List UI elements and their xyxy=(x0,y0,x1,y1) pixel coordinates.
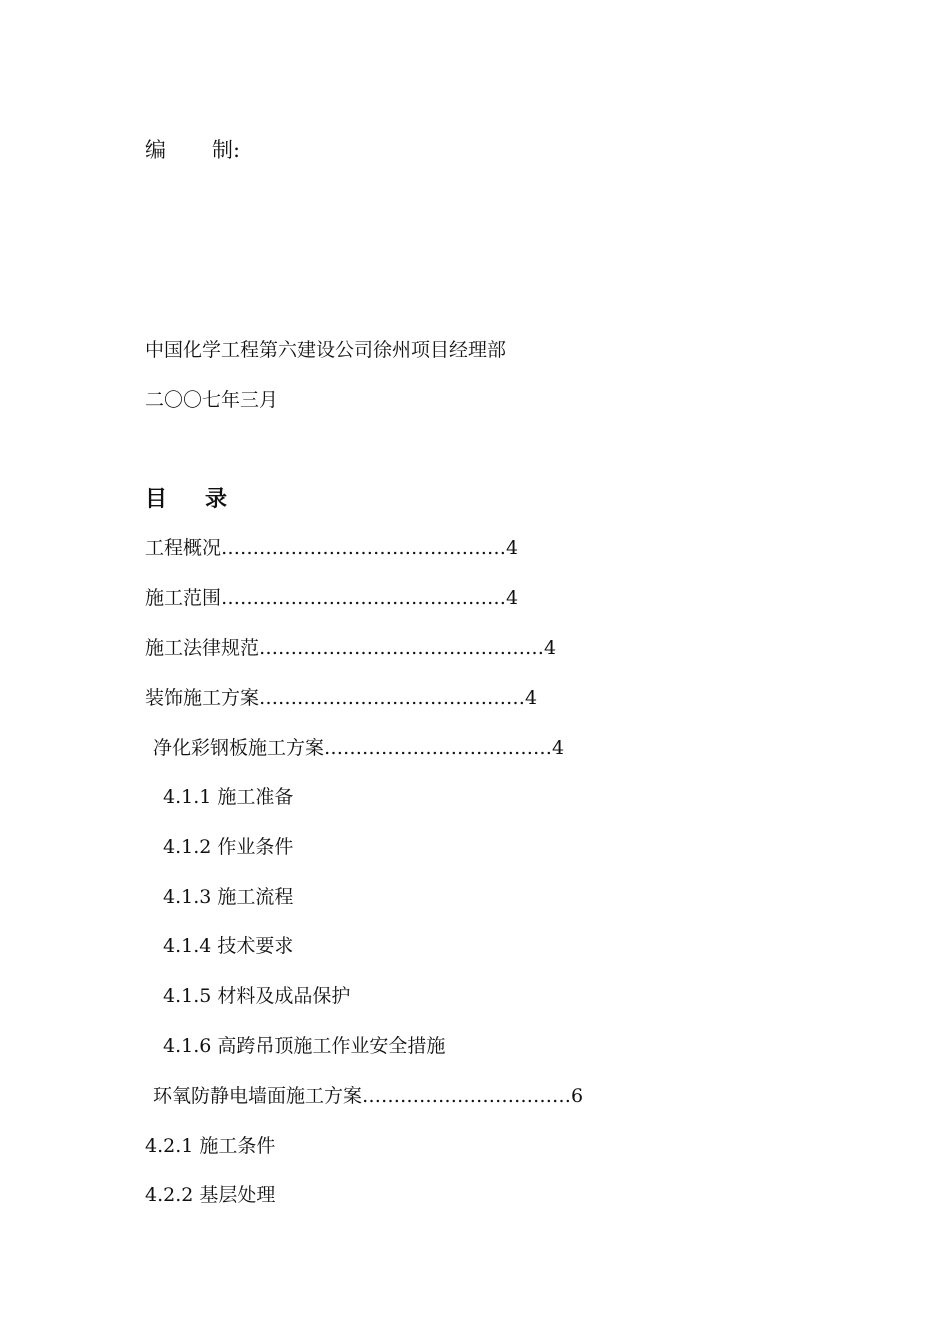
toc-entry[interactable] xyxy=(163,933,293,959)
toc-entry-text: 4.1.1 施工准备 xyxy=(163,786,294,808)
toc-entry[interactable] xyxy=(153,1083,583,1109)
toc-entry[interactable] xyxy=(163,983,350,1009)
toc-entry-text: 4.1.3 施工流程 xyxy=(163,886,294,908)
toc-entry-page: 4 xyxy=(506,537,519,559)
toc-heading-second: 录 xyxy=(205,486,228,512)
toc-entry-leader: …………………………………… xyxy=(259,687,526,709)
toc-entry-text: 4.1.2 作业条件 xyxy=(163,836,294,858)
toc-entry-page: 4 xyxy=(506,587,519,609)
toc-entry-page: 4 xyxy=(544,637,557,659)
toc-entry-leader: ……………………………………… xyxy=(259,637,545,659)
toc-entry-text: 装饰施工方案 xyxy=(145,687,260,709)
toc-heading-first: 目 xyxy=(145,486,168,512)
toc-entry[interactable] xyxy=(145,535,518,561)
compile-label-first: 编 xyxy=(145,138,166,162)
toc-entry[interactable] xyxy=(163,834,293,860)
toc-entry-text: 4.2.2 基层处理 xyxy=(145,1184,276,1206)
toc-entry-leader: ……………………………………… xyxy=(221,537,507,559)
toc-entry-text: 4.1.5 材料及成品保护 xyxy=(163,985,351,1007)
toc-entry-text: 4.1.6 高跨吊顶施工作业安全措施 xyxy=(163,1035,446,1057)
toc-entry-page: 6 xyxy=(571,1085,584,1107)
document-date: 二〇〇七年三月 xyxy=(145,389,279,411)
toc-heading xyxy=(145,484,227,514)
toc-entry-text: 施工法律规范 xyxy=(145,637,260,659)
toc-entry-leader: ……………………………………… xyxy=(221,587,507,609)
toc-entry-text: 净化彩钢板施工方案 xyxy=(153,737,325,759)
toc-entry-text: 4.2.1 施工条件 xyxy=(145,1135,276,1157)
toc-entry-page: 4 xyxy=(552,737,565,759)
toc-entry[interactable] xyxy=(163,884,293,910)
toc-entry-page: 4 xyxy=(525,687,538,709)
toc-entry[interactable] xyxy=(145,685,537,711)
toc-entry[interactable] xyxy=(153,735,564,761)
toc-entry-leader: …………………………… xyxy=(362,1085,572,1107)
toc-entry-text: 4.1.4 技术要求 xyxy=(163,935,294,957)
compile-label-second: 制: xyxy=(212,138,241,162)
toc-entry[interactable] xyxy=(145,1182,275,1208)
toc-entry-text: 环氧防静电墙面施工方案 xyxy=(153,1085,363,1107)
toc-entry[interactable] xyxy=(145,585,518,611)
toc-entry[interactable] xyxy=(145,1133,275,1159)
toc-entry-text: 工程概况 xyxy=(145,537,222,559)
toc-entry[interactable] xyxy=(145,635,556,661)
toc-entry-leader: ……………………………… xyxy=(324,737,553,759)
toc-entry-text: 施工范围 xyxy=(145,587,222,609)
compile-label xyxy=(145,137,240,163)
toc-entry[interactable] xyxy=(163,784,293,810)
toc-entry[interactable] xyxy=(163,1033,445,1059)
organization-name: 中国化学工程第六建设公司徐州项目经理部 xyxy=(145,339,507,361)
